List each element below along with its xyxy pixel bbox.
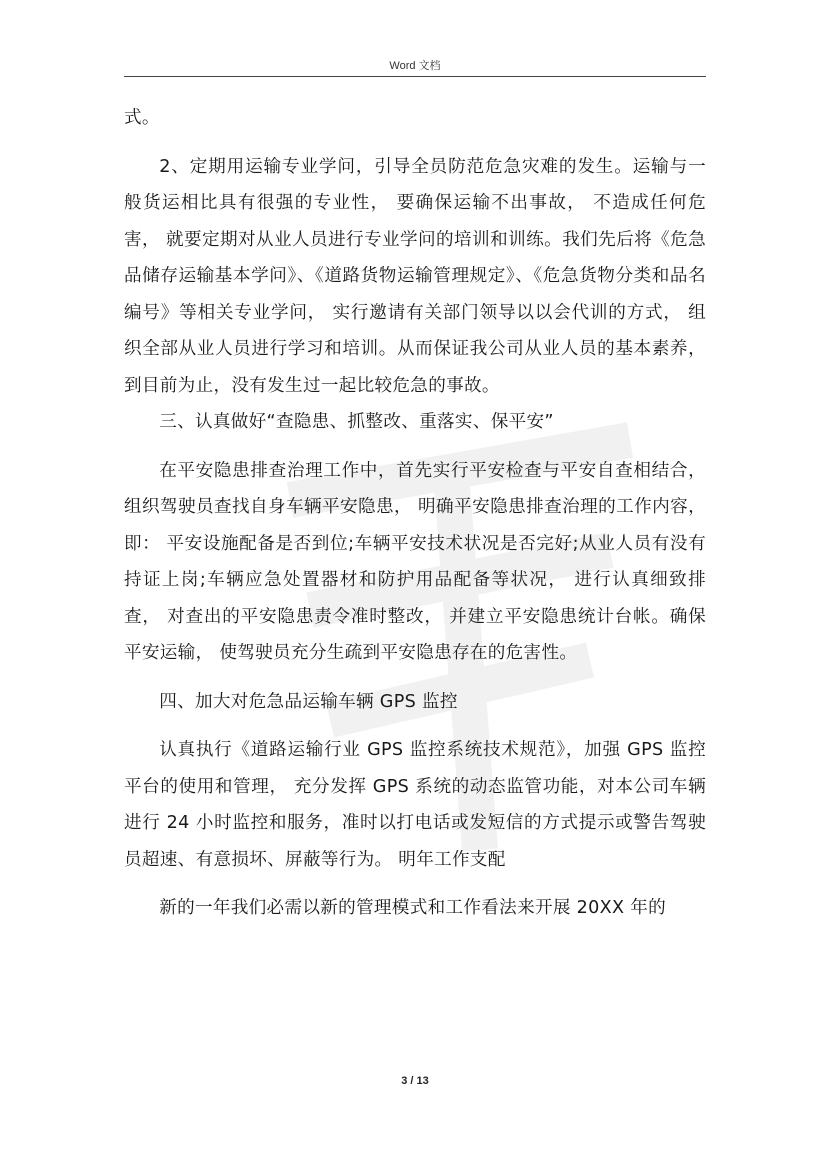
paragraph-gps-monitoring: 认真执行《道路运输行业 GPS 监控系统技术规范》，加强 GPS 监控平台的使用和管理， 充分发挥 GPS 系统的动态监管功能，对本公司车辆进行 24 小时监控和服务，准时以打电话或发短信的方式提示或警告驾驶员超速、有意损坏、屏蔽等行为。 明年工作支配 bbox=[124, 740, 706, 870]
paragraph-next-year: 新的一年我们必需以新的管理模式和工作看法来开展 20XX 年的 bbox=[159, 898, 667, 918]
document-body bbox=[124, 100, 706, 927]
section-heading-4: 四、加大对危急品运输车辆 GPS 监控 bbox=[159, 691, 458, 712]
section-heading-3: 三、认真做好“查隐患、抓整改、重落实、保平安” bbox=[159, 412, 554, 432]
paragraph-hazard-inspection: 在平安隐患排查治理工作中，首先实行平安检查与平安自查相结合，组织驾驶员查找自身车辆平安隐患， 明确平安隐患排查治理的工作内容，即： 平安设施配备是否到位;车辆平安技术状况是否完好;从业人员有没有持证上岗;车辆应急处置器材和防护用品配备等状况， 进行认真细致排查， 对查出的平安隐患责令准时整改， 并建立平安隐患统计台帐。确保平安运输， 使驾驶员充分生疏到平安隐患存在的危害性。 bbox=[124, 460, 706, 663]
paragraph-continuation: 式。 bbox=[124, 108, 160, 128]
header-divider bbox=[124, 76, 706, 77]
page-header: Word 文档 bbox=[389, 60, 441, 72]
paragraph-training: 2、定期用运输专业学问，引导全员防范危急灾难的发生。运输与一般货运相比具有很强的专业性， 要确保运输不出事故， 不造成任何危害， 就要定期对从业人员进行专业学问的培训和训练。我们先后将《危急品储存运输基本学问》、《道路货物运输管理规定》、《危急货物分类和品名编号》等相关专业学问， 实行邀请有关部门领导以以会代训的方式， 组织全部从业人员进行学习和培训。从而保证我公司从业人员的基本素养，到目前为止，没有发生过一起比较危急的事故。 bbox=[124, 156, 706, 396]
page-number: 3 / 13 bbox=[401, 1075, 429, 1087]
